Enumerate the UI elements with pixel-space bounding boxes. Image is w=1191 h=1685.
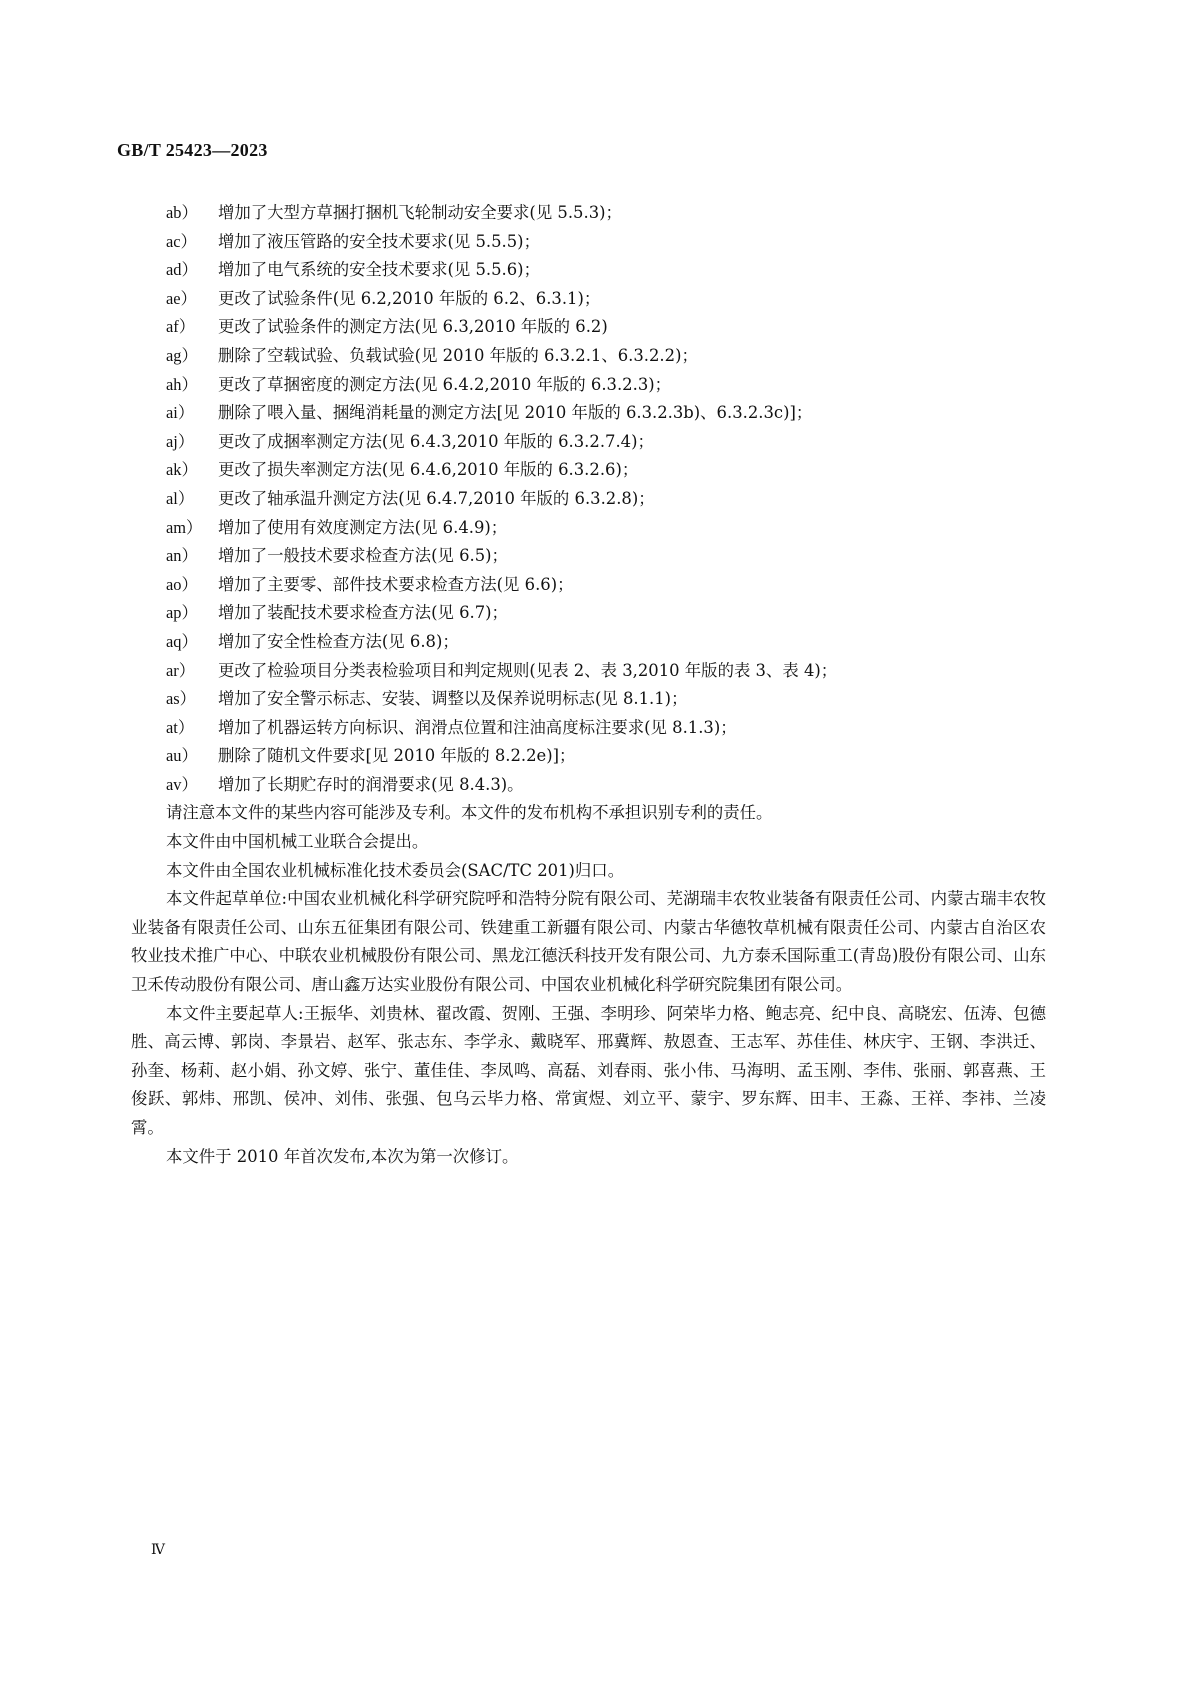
- list-item-text: 增加了大型方草捆打捆机飞轮制动安全要求(见 5.5.3)；: [218, 203, 622, 222]
- list-item: [166, 742, 1046, 771]
- list-item-text: 更改了损失率测定方法(见 6.4.6,2010 年版的 6.3.2.6)；: [218, 460, 639, 480]
- list-item-text: 删除了喂入量、捆绳消耗量的测定方法[见 2010 年版的 6.3.2.3b)、6.3.2.3c)]；: [218, 403, 813, 423]
- list-item-marker: ak）: [166, 460, 198, 480]
- list-item-text: 增加了安全警示标志、安装、调整以及保养说明标志(见 8.1.1)；: [218, 689, 688, 709]
- committee-statement: 本文件由全国农业机械标准化技术委员会(SAC/TC 201)归口。: [166, 860, 625, 880]
- list-item-marker: ai）: [166, 403, 195, 423]
- list-item: [166, 714, 1046, 743]
- list-item: [166, 657, 1046, 686]
- list-item-text: 更改了试验条件(见 6.2,2010 年版的 6.2、6.3.1)；: [218, 288, 601, 308]
- list-item-marker: ao）: [166, 574, 198, 594]
- list-item: [166, 199, 1046, 228]
- list-item-marker: at）: [166, 717, 195, 737]
- list-item-text: 更改了轴承温升测定方法(见 6.4.7,2010 年版的 6.3.2.8)；: [218, 488, 655, 508]
- list-item-marker: ap）: [166, 603, 198, 623]
- list-item: [166, 542, 1046, 571]
- list-item-text: 增加了长期贮存时的润滑要求(见 8.4.3)。: [218, 774, 524, 794]
- list-item: [166, 371, 1046, 400]
- list-item: [166, 456, 1046, 485]
- list-item-marker: av）: [166, 774, 198, 794]
- list-item-text: 增加了主要零、部件技术要求检查方法(见 6.6)；: [218, 574, 574, 594]
- list-item-text: 删除了空载试验、负载试验(见 2010 年版的 6.3.2.1、6.3.2.2)；: [218, 345, 698, 365]
- changes-list: [166, 199, 1046, 799]
- list-item-text: 更改了检验项目分类表检验项目和判定规则(见表 2、表 3,2010 年版的表 3、表 4)；: [218, 660, 838, 680]
- list-item-text: 增加了液压管路的安全技术要求(见 5.5.5)；: [218, 231, 540, 251]
- list-item: [166, 514, 1046, 543]
- list-item: [166, 256, 1046, 285]
- proposer-statement: 本文件由中国机械工业联合会提出。: [166, 832, 429, 852]
- list-item-marker: al）: [166, 488, 195, 508]
- list-item: [166, 571, 1046, 600]
- list-item-marker: am）: [166, 517, 203, 537]
- drafters: 本文件主要起草人:王振华、刘贵林、翟改霞、贺刚、王强、李明珍、阿荣毕力格、鲍志亮、纪中良、高晓宏、伍涛、包德胜、高云博、郭岗、李景岩、赵军、张志东、李学永、戴晓军、邢冀辉、敖恩查、王志军、苏佳佳、林庆宇、王钢、李洪迁、孙奎、杨莉、赵小娟、孙文婷、张宁、董佳佳、李凤鸣、高磊、刘春雨、张小伟、马海明、孟玉刚、李伟、张丽、郭喜燕、王俊跃、郭炜、邢凯、侯冲、刘伟、张强、包乌云毕力格、常寅煜、刘立平、蒙宇、罗东辉、田丰、王淼、王祥、李祎、兰凌霄。: [131, 1003, 1046, 1137]
- list-item-marker: ar）: [166, 660, 196, 680]
- list-item-marker: as）: [166, 689, 197, 709]
- list-item: [166, 685, 1046, 714]
- list-item-text: 增加了电气系统的安全技术要求(见 5.5.6)；: [218, 260, 540, 280]
- list-item: [166, 313, 1046, 342]
- list-item: [166, 285, 1046, 314]
- list-item: [166, 428, 1046, 457]
- list-item-marker: ad）: [166, 260, 198, 280]
- list-item-marker: aj）: [166, 431, 195, 451]
- list-item-text: 更改了成捆率测定方法(见 6.4.3,2010 年版的 6.3.2.7.4)；: [218, 431, 654, 451]
- list-item-text: 增加了安全性检查方法(见 6.8)；: [218, 631, 459, 651]
- list-item-marker: au）: [166, 746, 198, 766]
- list-item-marker: an）: [166, 546, 198, 566]
- list-item-text: 增加了一般技术要求检查方法(见 6.5)；: [218, 546, 508, 566]
- list-item-text: 删除了随机文件要求[见 2010 年版的 8.2.2e)]；: [218, 746, 576, 766]
- list-item: [166, 399, 1046, 428]
- list-item: [166, 628, 1046, 657]
- list-item-marker: ae）: [166, 288, 197, 308]
- list-item-text: 增加了使用有效度测定方法(见 6.4.9)；: [218, 517, 508, 537]
- list-item-marker: ah）: [166, 374, 198, 394]
- publication-history: 本文件于 2010 年首次发布,本次为第一次修订。: [166, 1146, 519, 1166]
- list-item-marker: ac）: [166, 231, 197, 251]
- list-item: [166, 771, 1046, 800]
- list-item-marker: ag）: [166, 345, 198, 365]
- page-content: [131, 199, 1046, 1171]
- list-item-text: 更改了草捆密度的测定方法(见 6.4.2,2010 年版的 6.3.2.3)；: [218, 374, 672, 394]
- list-item-text: 增加了机器运转方向标识、润滑点位置和注油高度标注要求(见 8.1.3)；: [218, 717, 737, 737]
- list-item: [166, 599, 1046, 628]
- header-standard-code: GB/T 25423—2023: [117, 140, 268, 160]
- page-number: Ⅳ: [151, 1543, 165, 1558]
- patent-notice: 请注意本文件的某些内容可能涉及专利。本文件的发布机构不承担识别专利的责任。: [166, 803, 773, 823]
- list-item-text: 更改了试验条件的测定方法(见 6.3,2010 年版的 6.2): [218, 317, 608, 337]
- list-item: [166, 228, 1046, 257]
- list-item-marker: aq）: [166, 631, 198, 651]
- list-item: [166, 342, 1046, 371]
- list-item-marker: af）: [166, 317, 196, 337]
- list-item-marker: ab）: [166, 203, 198, 222]
- list-item-text: 增加了装配技术要求检查方法(见 6.7)；: [218, 603, 508, 623]
- drafting-units: 本文件起草单位:中国农业机械化科学研究院呼和浩特分院有限公司、芜湖瑞丰农牧业装备有限责任公司、内蒙古瑞丰农牧业装备有限责任公司、山东五征集团有限公司、铁建重工新疆有限公司、内蒙古华德牧草机械有限责任公司、内蒙古自治区农牧业技术推广中心、中联农业机械股份有限公司、黑龙江德沃科技开发有限公司、九方泰禾国际重工(青岛)股份有限公司、山东卫禾传动股份有限公司、唐山鑫万达实业股份有限公司、中国农业机械化科学研究院集团有限公司。: [131, 889, 1046, 995]
- list-item: [166, 485, 1046, 514]
